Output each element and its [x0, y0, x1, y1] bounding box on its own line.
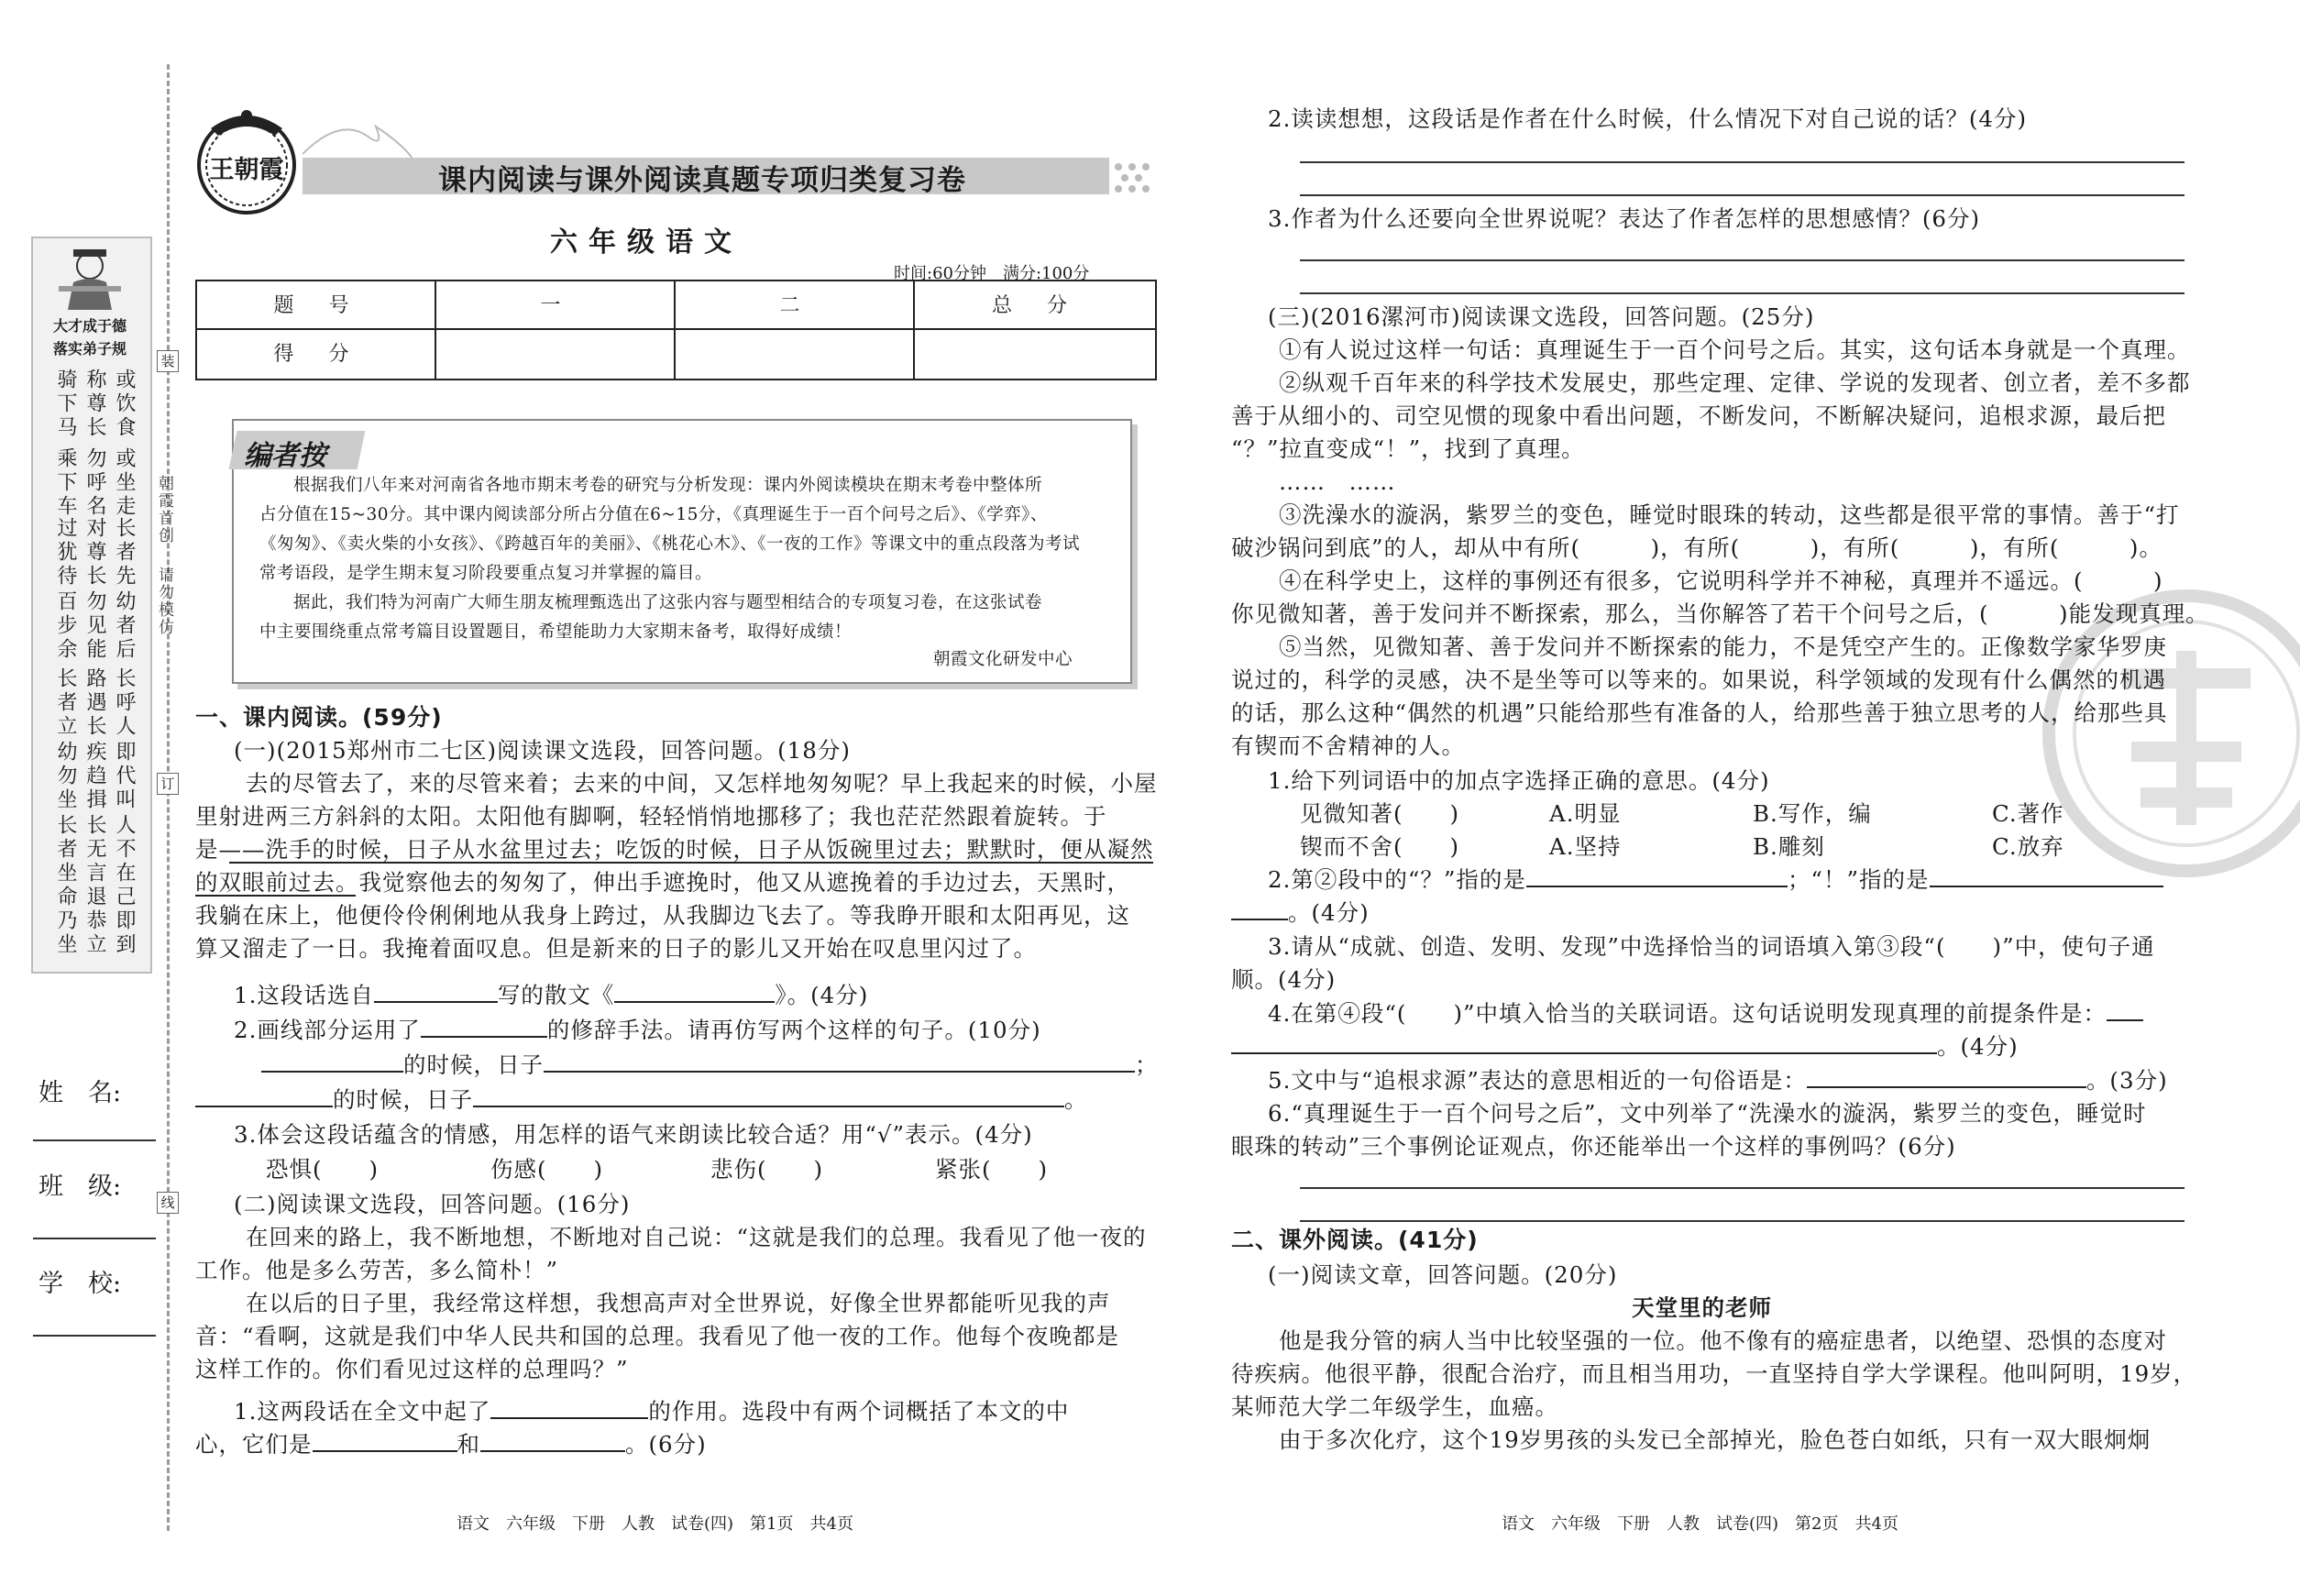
passage-3-line: “？”拉直变成“！”，找到了真理。	[1231, 435, 1585, 462]
editor-note-title: 编者按	[244, 440, 326, 472]
question-3-3: 3.请从“成就、创造、发明、发现”中选择恰当的词语填入第③段“( )”中，使句子通	[1268, 933, 2155, 960]
rule-col: 退恭立	[83, 886, 106, 957]
passage-3-line: …… ……	[1279, 468, 1396, 495]
answer-blank[interactable]	[480, 1428, 625, 1452]
answer-line[interactable]	[1300, 1187, 2184, 1189]
class-field[interactable]	[33, 1238, 156, 1239]
subject-title: 六年级语文	[550, 226, 743, 259]
name-field[interactable]	[33, 1139, 156, 1141]
rule-col: 己即到	[113, 886, 136, 957]
story-title: 天堂里的老师	[1632, 1294, 1772, 1321]
editor-note-line: 占分值在15~30分。其中课内阅读部分所占分值在6~15分，《真理诞生于一百个问号之后》、《学弈》、	[259, 505, 1048, 524]
name-label: 姓 名:	[39, 1079, 122, 1107]
rule-col: 乘下车	[54, 447, 77, 519]
answer-blank[interactable]	[1807, 1064, 2086, 1088]
editor-note-sign: 朝霞文化研发中心	[933, 650, 1073, 669]
word-option[interactable]: A.坚持	[1549, 833, 1622, 860]
score-input[interactable]	[436, 330, 672, 377]
rule-col: 疾趋揖	[83, 741, 106, 812]
passage-1-line: 算又溜走了一日。我掩着面叹息。但是新来的日子的影儿又开始在叹息里闪过了。	[195, 935, 1037, 962]
rule-col: 长者先	[113, 517, 136, 589]
answer-blank[interactable]	[1231, 1030, 1937, 1054]
rule-col: 路遇长	[83, 667, 106, 739]
school-label: 学 校:	[39, 1270, 122, 1298]
rule-col: 即代叫	[113, 741, 136, 812]
passage-3-line: 有锲而不舍精神的人。	[1231, 732, 1465, 759]
logo-text: 王朝霞	[209, 156, 284, 184]
rule-col: 勿见能	[83, 590, 106, 662]
table-header-cell: 总 分	[991, 294, 1074, 317]
question-3-5: 5.文中与“追根求源”表达的意思相近的一句俗语是： 。(3分)	[1268, 1064, 2168, 1097]
answer-line[interactable]	[1300, 161, 2184, 163]
answer-blank[interactable]	[2107, 997, 2143, 1021]
answer-blank[interactable]	[421, 1014, 547, 1038]
rule-col: 命乃坐	[54, 886, 77, 957]
answer-blank[interactable]	[261, 1049, 403, 1073]
page-footer-2: 语文 六年级 下册 人教 试卷(四) 第2页 共4页	[1502, 1514, 1898, 1534]
section-1-heading: 一、课内阅读。(59分)	[195, 704, 443, 731]
passage-3-line: ③洗澡水的漩涡，紫罗兰的变色，睡觉时眼珠的转动，这些都是很平常的事情。善于“打	[1279, 501, 2180, 528]
question-3-4-cont: 。(4分)	[1231, 1030, 2019, 1063]
passage-1-line: 我躺在床上，他便伶伶俐俐地从我身上跨过，从我脚边飞去了。等我睁开眼和太阳再见，这	[195, 902, 1130, 929]
answer-blank[interactable]	[1930, 864, 2163, 887]
rule-col: 长呼人	[113, 667, 136, 739]
rule-col: 过犹待	[54, 517, 77, 589]
question-2-1: 1.这两段话在全文中起了 的作用。选段中有两个词概括了本文的中	[234, 1395, 1069, 1428]
answer-blank[interactable]	[374, 979, 498, 1003]
table-header-cell: 一	[540, 294, 568, 317]
story-line: 由于多次化疗，这个19岁男孩的头发已全部掉光，脸色苍白如纸，只有一双大眼炯炯	[1279, 1426, 2151, 1453]
answer-blank[interactable]	[1526, 864, 1788, 887]
question-3-2: 2.第②段中的“？”指的是 ；“！”指的是	[1268, 864, 2163, 897]
passage-3-line: ④在科学史上，这样的事例还有很多，它说明科学并不神秘，真理并不遥远。( )	[1279, 567, 2163, 594]
answer-blank[interactable]	[1231, 897, 1288, 920]
question-2-1-cont: 心，它们是 和 。(6分)	[195, 1428, 707, 1461]
question-3-4: 4.在第④段“( )”中填入恰当的关联词语。这句话说明发现真理的前提条件是：	[1268, 997, 2143, 1030]
answer-blank[interactable]	[614, 979, 775, 1003]
rule-col: 长者立	[54, 667, 77, 739]
question-3-1: 1.给下列词语中的加点字选择正确的意思。(4分)	[1268, 767, 1770, 794]
seal-mark-ding: 订	[157, 773, 179, 795]
rule-col: 人不在	[113, 814, 136, 886]
school-field[interactable]	[33, 1335, 156, 1337]
imitation-line-1: 的时候，日子 ；	[261, 1049, 1159, 1082]
rule-col: 幼者后	[113, 590, 136, 662]
score-input[interactable]	[915, 330, 1151, 377]
passage-2-line: 在回来的路上，我不断地想，不断地对自己说：“这就是我们的总理。我看见了他一夜的	[246, 1224, 1147, 1250]
rule-col: 长者坐	[54, 814, 77, 886]
seal-mark-zhuang: 装	[157, 350, 179, 372]
sidebar-motto-1: 大才成于德	[52, 317, 127, 335]
passage-2-line: 这样工作的。你们看见过这样的总理吗？”	[195, 1356, 629, 1382]
cut-line	[167, 64, 170, 1531]
passage-2-line: 工作。他是多么劳苦，多么简朴！”	[195, 1257, 559, 1283]
sidebar-figure-icon	[46, 246, 134, 312]
question-1-1: 1.这段话选自 写的散文《 》。(4分)	[234, 979, 868, 1012]
passage-3-line: ②纵观千百年来的科学技术发展史，那些定理、定律、学说的发现者、创立者，差不多都	[1279, 369, 2191, 396]
word-option[interactable]: B.雕刻	[1753, 833, 1825, 860]
rule-col: 勿呼名	[83, 447, 106, 519]
tone-option[interactable]: 悲伤( )	[710, 1156, 824, 1183]
answer-blank[interactable]	[313, 1428, 457, 1452]
rule-col: 骑下马	[54, 369, 77, 440]
answer-blank[interactable]	[195, 1084, 333, 1107]
imitation-line-2: 的时候，日子 。	[195, 1084, 1088, 1117]
passage-3-line: 善于从细小的、司空见惯的现象中看出问题，不断发问，不断解决疑问，追根求源，最后把	[1231, 402, 2166, 429]
editor-note-line: 据此，我们特为河南广大师生朋友梳理甄选出了这张内容与题型相结合的专项复习卷，在这张试卷	[293, 593, 1043, 612]
warning-2: 请勿模仿	[155, 567, 173, 636]
word-option[interactable]: 见微知著( )	[1300, 800, 1460, 827]
passage-3-line: 说过的，科学的灵感，决不是坐等可以等来的。如果说，科学领域的发现有什么偶然的机遇	[1231, 666, 2166, 693]
story-line: 待疾病。他很平静，很配合治疗，而且相当用功，一直坚持自学大学课程。他叫阿明，19岁，	[1231, 1360, 2197, 1387]
passage-2-line: 音：“看啊，这就是我们中华人民共和国的总理。我看见了他一夜的工作。他每个夜晚都是	[195, 1323, 1120, 1349]
rule-col: 或坐走	[113, 447, 136, 519]
table-header-cell: 题 号	[273, 294, 357, 317]
passage-1-line: 里射进两三方斜斜的太阳。太阳他有脚啊，轻轻悄悄地挪移了；我也茫茫然跟着旋转。于	[195, 803, 1107, 830]
answer-blank[interactable]	[544, 1049, 1135, 1073]
passage-3-line: 破沙锅问到底”的人，却从中有所( )，有所( )，有所( )，有所( )。	[1231, 534, 2162, 561]
question-r-2: 2.读读想想，这段话是作者在什么时候，什么情况下对自己说的话？(4分)	[1268, 105, 2028, 132]
answer-blank[interactable]	[490, 1395, 648, 1419]
banner-pattern-icon	[1109, 158, 1155, 194]
table-row-label: 得 分	[273, 343, 357, 366]
passage-3-line: 你见微知著，善于发问并不断探索，那么，当你解答了若干个问号之后，( )能发现真理。	[1231, 600, 2209, 627]
tone-option[interactable]: 恐惧( )	[266, 1156, 380, 1183]
passage-1-line: 的双眼前过去。我觉察他去的匆匆了，伸出手遮挽时，他又从遮挽着的手边过去，天黑时，	[195, 869, 1130, 896]
passage-1-intro: (一)(2015郑州市二七区)阅读课文选段，回答问题。(18分)	[234, 737, 851, 764]
editor-note-line: 根据我们八年来对河南省各地市期末考卷的研究与分析发现：课内外阅读模块在期末考卷中整体所	[293, 476, 1043, 495]
time-info: 时间:60分钟 满分:100分	[894, 264, 1090, 283]
tone-option[interactable]: 伤感( )	[490, 1156, 604, 1183]
tone-option[interactable]: 紧张( )	[935, 1156, 1049, 1183]
word-option[interactable]: A.明显	[1549, 800, 1622, 827]
section-2-heading: 二、课外阅读。(41分)	[1231, 1227, 1479, 1253]
sidebar-motto-2: 落实弟子规	[52, 340, 127, 358]
answer-line[interactable]	[1300, 259, 2184, 261]
editor-note-line: 常考语段，是学生期末复习阶段要重点复习并掌握的篇目。	[259, 564, 713, 583]
answer-blank[interactable]	[473, 1084, 1064, 1107]
passage-3-intro: (三)(2016漯河市)阅读课文选段，回答问题。(25分)	[1268, 303, 1815, 330]
rule-col: 对尊长	[83, 517, 106, 589]
passage-3-line: 的话，那么这种“偶然的机遇”只能给那些有准备的人，给那些善于独立思考的人，给那些具	[1231, 699, 2168, 726]
score-input[interactable]	[676, 330, 911, 377]
question-3-2-cont: 。(4分)	[1231, 897, 1370, 930]
rule-col: 百步余	[54, 590, 77, 662]
word-option[interactable]: C.放弃	[1992, 833, 2064, 860]
underline-mark	[195, 895, 356, 897]
underline-mark	[229, 862, 1153, 864]
rule-col: 长无言	[83, 814, 106, 886]
passage-2-line: 在以后的日子里，我经常这样想，我想高声对全世界说，好像全世界都能听见我的声	[246, 1290, 1111, 1316]
question-3-3-cont: 顺。(4分)	[1231, 966, 1337, 993]
passage-2-intro: (二)阅读课文选段，回答问题。(16分)	[234, 1191, 631, 1217]
question-1-2: 2.画线部分运用了 的修辞手法。请再仿写两个这样的句子。(10分)	[234, 1014, 1041, 1047]
editor-note-line: 中主要围绕重点常考篇目设置题目，希望能助力大家期末备考，取得好成绩！	[259, 622, 853, 642]
page-footer-1: 语文 六年级 下册 人教 试卷(四) 第1页 共4页	[457, 1514, 853, 1534]
question-3-6: 6.“真理诞生于一百个问号之后”，文中列举了“洗澡水的漩涡，紫罗兰的变色，睡觉时	[1268, 1100, 2147, 1127]
story-line: 某师范大学二年级学生，血癌。	[1231, 1393, 1558, 1420]
question-3-6-cont: 眼珠的转动”三个事例论证观点，你还能举出一个这样的事例吗？(6分)	[1231, 1133, 1956, 1160]
page-title: 课内阅读与课外阅读真题专项归类复习卷	[438, 164, 966, 197]
story-line: 他是我分管的病人当中比较坚强的一位。他不像有的癌症患者，以绝望、恐惧的态度对	[1279, 1327, 2167, 1354]
passage-1-line: 是——洗手的时候，日子从水盆里过去；吃饭的时候，日子从饭碗里过去；默默时，便从凝然	[195, 836, 1154, 863]
passage-3-line: ①有人说过这样一句话：真理诞生于一百个问号之后。其实，这句话本身就是一个真理。	[1279, 336, 2191, 363]
warning-1: 朝霞首创	[155, 475, 173, 545]
ribbon-deco-icon	[303, 108, 413, 163]
seal-mark-xian: 线	[157, 1192, 179, 1214]
editor-note-line: 《匆匆》、《卖火柴的小女孩》、《跨越百年的美丽》、《桃花心木》、《一夜的工作》等课文中的重点段落为考试	[259, 534, 1081, 554]
passage-4-intro: (一)阅读文章，回答问题。(20分)	[1268, 1261, 1618, 1288]
passage-1-line: 去的尽管去了，来的尽管来着；去来的中间，又怎样地匆匆呢？早上我起来的时候，小屋	[246, 770, 1158, 797]
answer-line[interactable]	[1300, 292, 2184, 294]
question-r-3: 3.作者为什么还要向全世界说呢？表达了作者怎样的思想感情？(6分)	[1268, 205, 1981, 232]
word-option[interactable]: C.著作	[1992, 800, 2064, 827]
answer-line[interactable]	[1300, 1220, 2184, 1222]
rule-col: 称尊长	[83, 369, 106, 440]
table-header-cell: 二	[779, 294, 808, 317]
word-option[interactable]: 锲而不舍( )	[1300, 833, 1460, 860]
answer-line[interactable]	[1300, 194, 2184, 196]
word-option[interactable]: B.写作，编	[1753, 800, 1872, 827]
question-1-3: 3.体会这段话蕴含的情感，用怎样的语气来朗读比较合适？用“√”表示。(4分)	[234, 1121, 1033, 1148]
rule-col: 或饮食	[113, 369, 136, 440]
rule-col: 幼勿坐	[54, 741, 77, 812]
passage-3-line: ⑤当然，见微知著、善于发问并不断探索的能力，不是凭空产生的。正像数学家华罗庚	[1279, 633, 2167, 660]
class-label: 班 级:	[39, 1172, 122, 1201]
